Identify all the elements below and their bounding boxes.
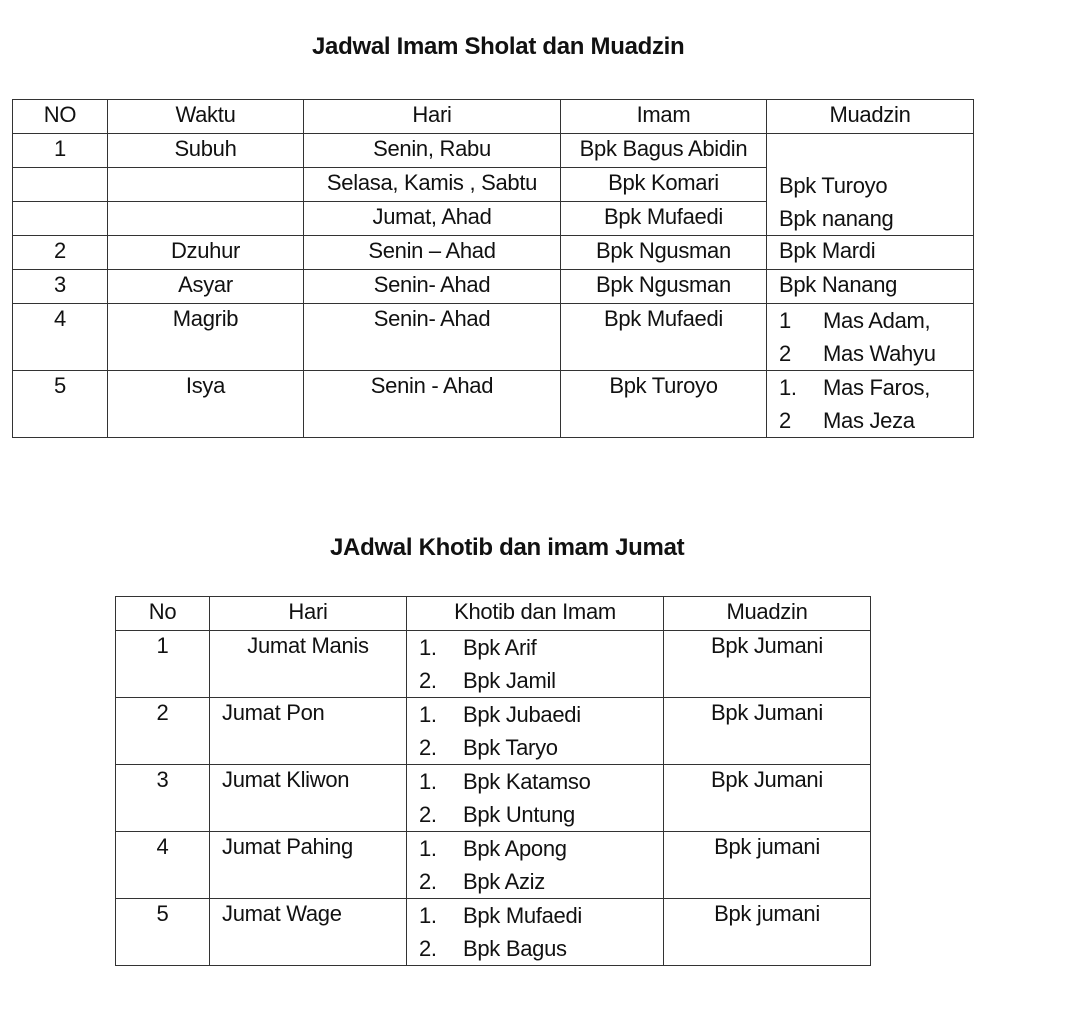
cell-no: 1: [13, 134, 108, 168]
item-number: 1.: [419, 903, 437, 928]
cell-waktu: Isya: [108, 371, 304, 438]
cell-khotib: [407, 631, 664, 698]
item-name: Bpk Bagus: [463, 936, 567, 961]
item-name: Mas Adam,: [823, 308, 931, 333]
item-number: 1.: [419, 635, 437, 660]
item-number: 2.: [419, 735, 437, 760]
item-number: 2.: [419, 869, 437, 894]
list-item: [419, 631, 659, 664]
cell-hari: Senin, Rabu: [304, 134, 561, 168]
cell-hari: Senin- Ahad: [304, 304, 561, 371]
cell-no: 4: [13, 304, 108, 371]
cell-muadzin: Bpk jumani: [664, 832, 871, 899]
cell-khotib: [407, 899, 664, 966]
list-item: [419, 899, 659, 932]
cell-hari: Jumat Manis: [210, 631, 407, 698]
item-number: 2.: [419, 668, 437, 693]
item-number: 1.: [419, 702, 437, 727]
item-name: Mas Faros,: [823, 375, 931, 400]
item-name: Bpk Katamso: [463, 769, 591, 794]
item-name: Mas Wahyu: [823, 341, 936, 366]
cell-no: [13, 168, 108, 202]
header-no: No: [116, 597, 210, 631]
header-hari: Hari: [304, 100, 561, 134]
header-khotib-imam: Khotib dan Imam: [407, 597, 664, 631]
list-item: [419, 698, 659, 731]
cell-muadzin: Bpk jumani: [664, 899, 871, 966]
item-number: 1.: [779, 375, 797, 400]
header-muadzin: Muadzin: [664, 597, 871, 631]
item-name: Bpk Untung: [463, 802, 575, 827]
cell-imam: Bpk Turoyo: [561, 371, 767, 438]
table-header-row: [116, 597, 871, 631]
cell-muadzin: Bpk Jumani: [664, 631, 871, 698]
item-number: 2.: [419, 936, 437, 961]
cell-imam: Bpk Bagus Abidin: [561, 134, 767, 168]
table2-title: JAdwal Khotib dan imam Jumat: [330, 534, 685, 561]
cell-muadzin: Bpk Jumani: [664, 765, 871, 832]
cell-waktu: Subuh: [108, 134, 304, 168]
muadzin-name: Bpk Turoyo: [779, 172, 888, 198]
cell-hari: Jumat Kliwon: [210, 765, 407, 832]
list-item: [419, 932, 659, 965]
list-item: [419, 798, 659, 831]
cell-hari: Senin – Ahad: [304, 236, 561, 270]
cell-imam: Bpk Ngusman: [561, 270, 767, 304]
cell-waktu: Asyar: [108, 270, 304, 304]
cell-muadzin: [767, 304, 974, 371]
header-no: NO: [13, 100, 108, 134]
table-row: [116, 899, 871, 966]
cell-imam: Bpk Mufaedi: [561, 304, 767, 371]
item-number: 2: [779, 408, 791, 433]
list-item: [419, 664, 659, 697]
cell-no: 1: [116, 631, 210, 698]
item-name: Bpk Jamil: [463, 668, 556, 693]
cell-no: 4: [116, 832, 210, 899]
cell-muadzin-subuh: [767, 134, 974, 236]
item-name: Bpk Aziz: [463, 869, 545, 894]
cell-muadzin: Bpk Jumani: [664, 698, 871, 765]
item-number: 1.: [419, 836, 437, 861]
table-row: [13, 236, 974, 270]
list-item: [779, 304, 969, 337]
item-number: 2: [779, 341, 791, 366]
table-row: [116, 832, 871, 899]
cell-no: 2: [13, 236, 108, 270]
cell-hari: Senin- Ahad: [304, 270, 561, 304]
cell-waktu: [108, 168, 304, 202]
list-item: [419, 731, 659, 764]
list-item: [419, 832, 659, 865]
cell-khotib: [407, 832, 664, 899]
cell-no: [13, 202, 108, 236]
cell-hari: Jumat Wage: [210, 899, 407, 966]
cell-muadzin: [767, 371, 974, 438]
table-row: [116, 631, 871, 698]
cell-waktu: Magrib: [108, 304, 304, 371]
item-number: 1: [779, 308, 791, 333]
list-item: [779, 337, 969, 370]
cell-hari: Jumat Pon: [210, 698, 407, 765]
cell-no: 5: [13, 371, 108, 438]
item-name: Mas Jeza: [823, 408, 915, 433]
cell-hari: Jumat Pahing: [210, 832, 407, 899]
cell-khotib: [407, 765, 664, 832]
header-waktu: Waktu: [108, 100, 304, 134]
cell-no: 5: [116, 899, 210, 966]
list-item: [419, 865, 659, 898]
list-item: [779, 404, 969, 437]
cell-muadzin: Bpk Mardi: [767, 236, 974, 270]
khotib-imam-jumat-table: [115, 596, 871, 966]
muadzin-name: Bpk nanang: [779, 205, 894, 231]
item-name: Bpk Mufaedi: [463, 903, 582, 928]
table-row: [13, 270, 974, 304]
table-row: [13, 371, 974, 438]
list-item: [419, 765, 659, 798]
cell-no: 3: [116, 765, 210, 832]
cell-khotib: [407, 698, 664, 765]
cell-hari: Jumat, Ahad: [304, 202, 561, 236]
item-number: 1.: [419, 769, 437, 794]
imam-muadzin-table: [12, 99, 974, 438]
item-name: Bpk Taryo: [463, 735, 558, 760]
cell-imam: Bpk Ngusman: [561, 236, 767, 270]
item-name: Bpk Arif: [463, 635, 537, 660]
cell-imam: Bpk Komari: [561, 168, 767, 202]
table1-title: Jadwal Imam Sholat dan Muadzin: [312, 33, 685, 60]
cell-waktu: Dzuhur: [108, 236, 304, 270]
cell-hari: Selasa, Kamis , Sabtu: [304, 168, 561, 202]
header-muadzin: Muadzin: [767, 100, 974, 134]
item-name: Bpk Apong: [463, 836, 567, 861]
cell-muadzin: Bpk Nanang: [767, 270, 974, 304]
cell-no: 2: [116, 698, 210, 765]
table-row: [116, 698, 871, 765]
table-row: [13, 304, 974, 371]
header-hari: Hari: [210, 597, 407, 631]
cell-waktu: [108, 202, 304, 236]
item-name: Bpk Jubaedi: [463, 702, 581, 727]
list-item: [779, 371, 969, 404]
item-number: 2.: [419, 802, 437, 827]
cell-hari: Senin - Ahad: [304, 371, 561, 438]
table-row: [13, 134, 974, 168]
cell-no: 3: [13, 270, 108, 304]
header-imam: Imam: [561, 100, 767, 134]
table-header-row: [13, 100, 974, 134]
cell-imam: Bpk Mufaedi: [561, 202, 767, 236]
table-row: [116, 765, 871, 832]
